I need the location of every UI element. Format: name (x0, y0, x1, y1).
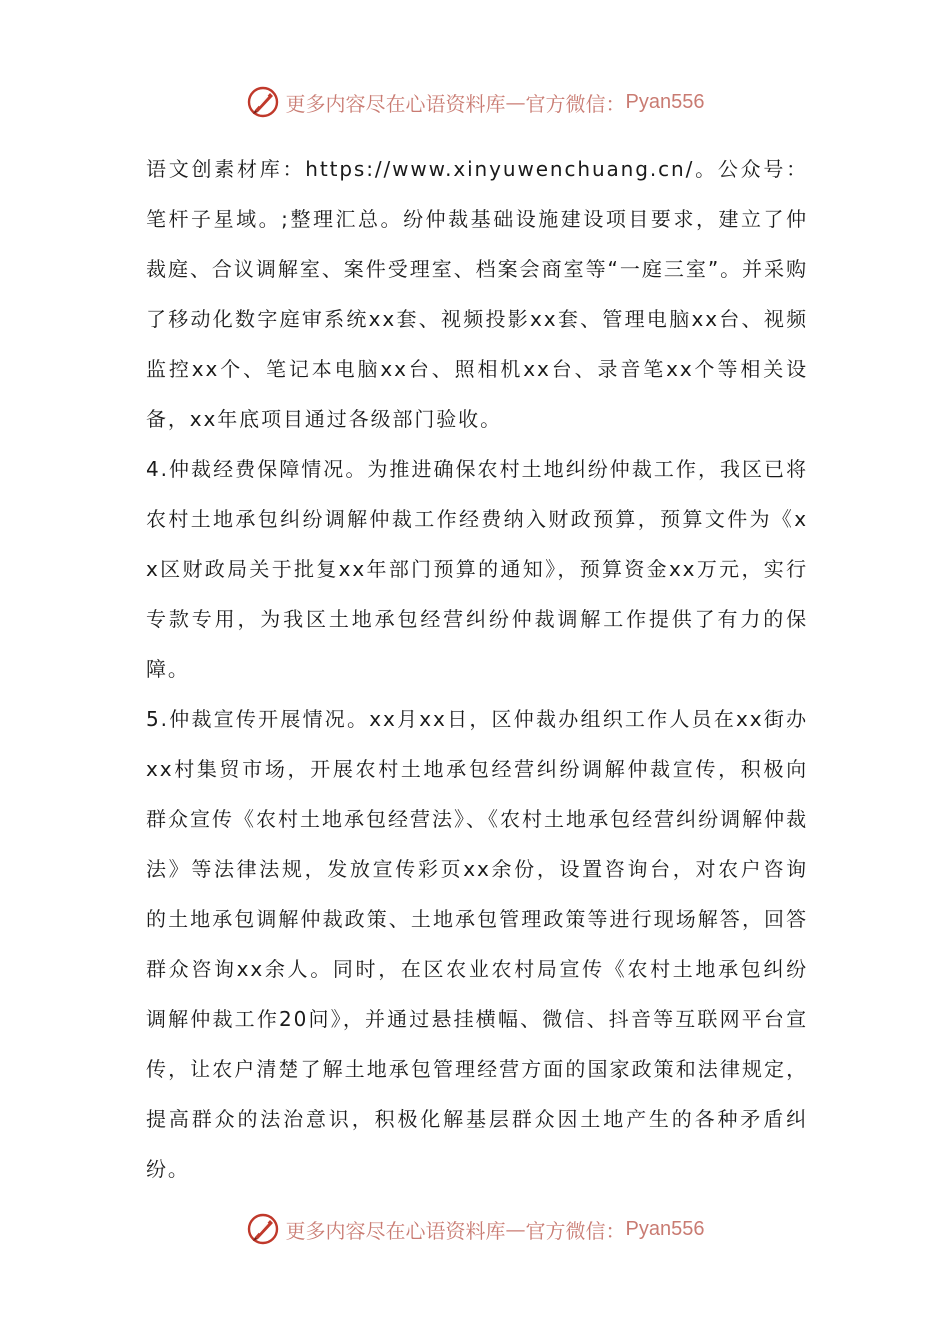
watermark-site-text: 更多内容尽在心语资料库 (285, 91, 506, 116)
document-body (146, 144, 808, 1194)
paragraph-facilities: 语文创素材库：https://www.xinyuwenchuang.cn/。公众号：笔杆子星域。;整理汇总。纷仲裁基础设施建设项目要求，建立了仲裁庭、合议调解室、案件受理室、档案会商室等“一庭三室”。并采购了移动化数字庭审系统xx套、视频投影xx套、管理电脑xx台、视频监控xx个、笔记本电脑xx台、照相机xx台、录音笔xx个等相关设备，xx年底项目通过各级部门验收。 (146, 157, 808, 431)
paragraph-publicity: 5.仲裁宣传开展情况。xx月xx日，区仲裁办组织工作人员在xx街办xx村集贸市场，开展农村土地承包经营纠纷调解仲裁宣传，积极向群众宣传《农村土地承包经营法》、《农村土地承包经营纠纷调解仲裁法》等法律法规，发放宣传彩页xx余份，设置咨询台，对农户咨询的土地承包调解仲裁政策、土地承包管理政策等进行现场解答，回答群众咨询xx余人。同时，在区农业农村局宣传《农村土地承包纠纷调解仲裁工作20问》，并通过悬挂横幅、微信、抖音等互联网平台宣传，让农户清楚了解土地承包管理经营方面的国家政策和法律规定，提高群众的法治意识，积极化解基层群众因土地产生的各种矛盾纠纷。 (146, 707, 808, 1181)
watermark-wechat-id: Pyan556 (625, 1217, 705, 1240)
quill-pen-logo-icon (246, 85, 280, 119)
watermark-wechat-id: Pyan556 (625, 90, 705, 113)
paragraph-funding: 4.仲裁经费保障情况。为推进确保农村土地纠纷仲裁工作，我区已将农村土地承包纠纷调解仲裁工作经费纳入财政预算，预算文件为《xx区财政局关于批复xx年部门预算的通知》，预算资金xx万元，实行专款专用，为我区土地承包经营纠纷仲裁调解工作提供了有力的保障。 (146, 457, 808, 681)
watermark-wechat-label: 官方微信： (525, 91, 626, 116)
watermark-dash: — (505, 90, 526, 114)
watermark-site-text: 更多内容尽在心语资料库 (285, 1218, 506, 1243)
watermark-dash: — (505, 1217, 526, 1241)
footer-watermark (0, 1209, 950, 1249)
watermark-wechat-label: 官方微信： (525, 1218, 626, 1243)
quill-pen-logo-icon (246, 1212, 280, 1246)
header-watermark (0, 82, 950, 122)
